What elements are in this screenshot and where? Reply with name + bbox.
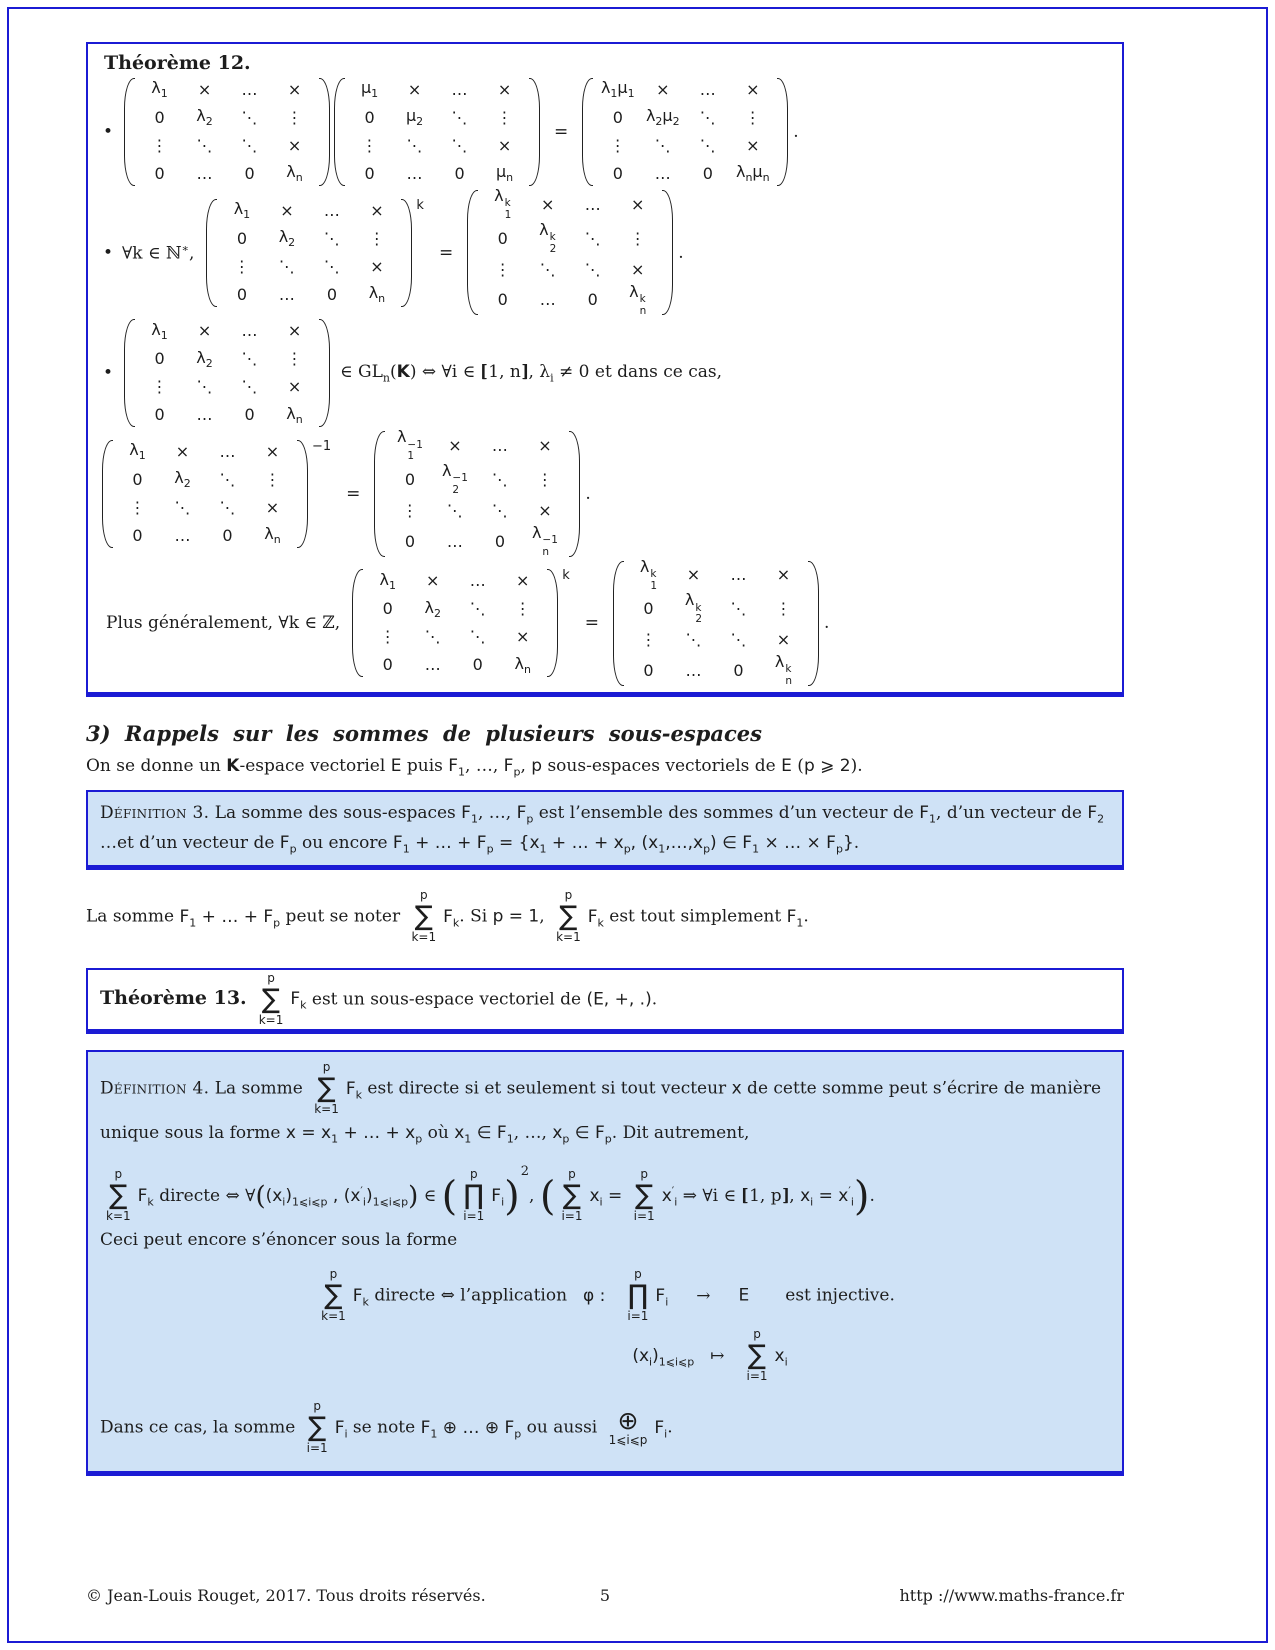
sum-notation-text: La somme $F_1$ + … + $F_p$ peut se noter p ∑ k=1 $F_k$. Si p = 1, p ∑ k=1 $F_k$ est tout simplement $F_1$. [86,888,809,945]
matrix-lambda [352,567,558,679]
matrix-lambda [206,197,412,309]
matrix-cells: $\lambda_1$ × … × 0 $\lambda_2$ ⋱ ⋮ ⋮ ⋱ ⋱ × 0 … 0 $\lambda_n$ [379,569,531,676]
forall-k-text: ∀k ∈ ℕ∗, [122,241,195,264]
period: . [585,483,591,504]
paren-right [319,78,330,186]
theorem12-line-product [100,76,1108,188]
paren-left [334,78,345,186]
theorem12-box [86,42,1124,697]
definition4-direct-sum-note [100,1392,1110,1464]
theorem13-text: Théorème 13. p ∑ k=1 $F_k$ est un sous-espace vectoriel de (E, +, .). [100,970,658,1027]
matrix-cells: $\lambda_1$ × … × 0 $\lambda_2$ ⋱ ⋮ ⋮ ⋱ ⋱ × 0 … 0 $\lambda_n$ [151,78,303,185]
paren-left [124,78,135,186]
plus-generalement-text: Plus généralement, ∀k ∈ ℤ, [106,613,341,634]
bullet-icon: • [103,363,114,384]
theorem13-box [86,968,1124,1034]
definition4-line2: unique sous la forme $x = x_1$ + … + $x_p$ où $x_1$ ∈ $F_1$, …, $x_p$ ∈ $F_p$. Dit autrement, [100,1123,750,1146]
matrix-lambda-inv [374,429,580,558]
paren-left [206,199,217,307]
paren-right [529,78,540,186]
definition4-enonce-text: Ceci peut encore s’énoncer sous la forme [100,1230,458,1251]
matrix-lambda-powered [204,197,427,309]
equals-sign: = [438,242,454,263]
page-content [86,42,1124,1476]
matrix-cells: λ −1 1 × … × 0 λ −1 2 ⋱ ⋮ ⋮ ⋱ ⋱ × 0 … 0 λ −1 n [396,427,558,558]
footer-url[interactable]: http ://www.maths-france.fr [899,1586,1124,1605]
exponent-minus-1: −1 [312,438,332,454]
paren-right [808,561,819,686]
paren-right [569,431,580,556]
definition4-application-display: p ∑ k=1 $F_k$ directe ⇔ l’application φ : p ∏ i=1 $F_i \to E$ est injective. [321,1267,895,1324]
matrix-cells: λ k 1 × … × 0 λ k 2 ⋱ ⋮ ⋮ ⋱ ⋱ × 0 … 0 λ k n [494,186,647,317]
paren-left [613,561,624,686]
definition4-direct-sum-text: Dans ce cas, la somme p ∑ i=1 $F_i$ se note $F_1$ ⊕ … ⊕ $F_p$ ou aussi ⊕ 1⩽i⩽p $F_i$. [100,1399,673,1456]
matrix-cells: $\lambda_1$ × … × 0 $\lambda_2$ ⋱ ⋮ ⋮ ⋱ ⋱ × 0 … 0 $\lambda_n$ [129,440,281,547]
section-heading: 3) Rappels sur les sommes de plusieurs sous-espaces [86,720,762,746]
page-number: 5 [599,1586,611,1605]
exponent-k: k [562,568,570,584]
paren-right [547,569,558,677]
matrix-lambda [124,317,330,429]
copyright-text: © Jean-Louis Rouget, 2017. Tous droits réservés. [86,1586,486,1605]
paren-right [319,319,330,427]
paren-right [662,190,673,315]
theorem12-line-power [100,188,1108,317]
paren-left [374,431,385,556]
matrix-mu [334,76,540,188]
definition4-mapsto-display: $(x_i)_{1⩽i⩽p}$ ↦ p ∑ i=1 $x_i$ [632,1327,788,1384]
equals-sign: = [346,483,361,504]
matrix-cells: λ k 1 × … × 0 λ k 2 ⋱ ⋮ ⋮ ⋱ ⋱ × 0 … 0 λ k n [639,556,793,687]
matrix-lambda-powered [350,567,573,679]
matrix-lambdamu [582,76,788,188]
bullet-icon: • [103,242,114,263]
definition4-formula: p ∑ k=1 $F_k$ directe ⇔ $\forall((x_i)_{1⩽i⩽p}$ , $(x'_i)_{1⩽i⩽p}$) ∈ ( p ∏ i=1 $F_i)^2$, ( p ∑ i=1 $x_i$ = p ∑ i=1 $x'_i$ ⇒ ∀i ∈ [[ 1, p]] , $x_i = x'_i$). [106,1163,875,1224]
period: . [793,122,799,142]
paren-right [401,199,412,307]
gln-condition-text: ∈ $GL_n(K)$ ⇔ ∀i ∈ [[ 1, n]] , $\lambda_i \ne 0$ et dans ce cas, [340,362,723,385]
matrix-cells: $\lambda_1$ × … × 0 $\lambda_2$ ⋱ ⋮ ⋮ ⋱ ⋱ × 0 … 0 $\lambda_n$ [233,199,386,306]
paren-right [777,78,788,186]
definition3-text: Définition 3. La somme des sous-espaces $F_1$, …, $F_p$ est l’ensemble des sommes d’un vecteur de $F_1$, d’un vecteur de $F_2$ …et d’un vecteur de $F_p$ ou encore $F_1$ + … + $F_p = \{x_1$ + … + $x_p$, $(x_1,\dots,x_p)$ ∈ $F_1$ × … × $F_p$}. [100,803,1105,856]
matrix-lambda-k [467,188,673,317]
paren-left [352,569,363,677]
definition4-line1: Définition 4. La somme p ∑ k=1 $F_k$ est directe si et seulement si tout vecteur x de cette somme peut s’écrire de manière [100,1060,1102,1117]
theorem12-line-general [100,556,1108,688]
matrix-lambda-inverse-left [100,438,334,550]
paren-left [582,78,593,186]
sum-notation-note [86,876,1124,958]
theorem12-line-invertible [100,317,1108,429]
page-footer [86,1586,1124,1605]
matrix-lambda-k [613,556,819,688]
matrix-lambda [102,438,308,550]
matrix-lambda [124,76,330,188]
definition4-box [86,1050,1124,1476]
period: . [678,242,684,263]
equals-sign: = [584,613,599,634]
theorem12-line-inverse [100,429,1108,558]
section-intro: On se donne un K-espace vectoriel E puis $F_1$, …, $F_p$, p sous-espaces vectoriels de E (p ⩾ 2). [86,755,863,779]
matrix-cells: $\lambda_1\mu_1$ × … × 0 $\lambda_2\mu_2$ ⋱ ⋮ ⋮ ⋱ ⋱ × 0 … 0 $\lambda_n\mu_n$ [600,78,770,185]
paren-left [124,319,135,427]
matrix-cells: $\lambda_1$ × … × 0 $\lambda_2$ ⋱ ⋮ ⋮ ⋱ ⋱ × 0 … 0 $\lambda_n$ [151,319,303,426]
period: . [823,613,830,634]
matrix-cells: $\mu_1$ × … × 0 $\mu_2$ ⋱ ⋮ ⋮ ⋱ ⋱ × 0 … 0 $\mu_n$ [360,78,514,185]
paren-left [102,440,113,548]
paren-right [297,440,308,548]
exponent-k: k [416,197,424,213]
bullet-icon: • [103,122,114,142]
definition3-box [86,790,1124,870]
paren-left [467,190,478,315]
equals-sign: = [554,122,569,142]
theorem12-title: Théorème 12. [104,52,251,74]
